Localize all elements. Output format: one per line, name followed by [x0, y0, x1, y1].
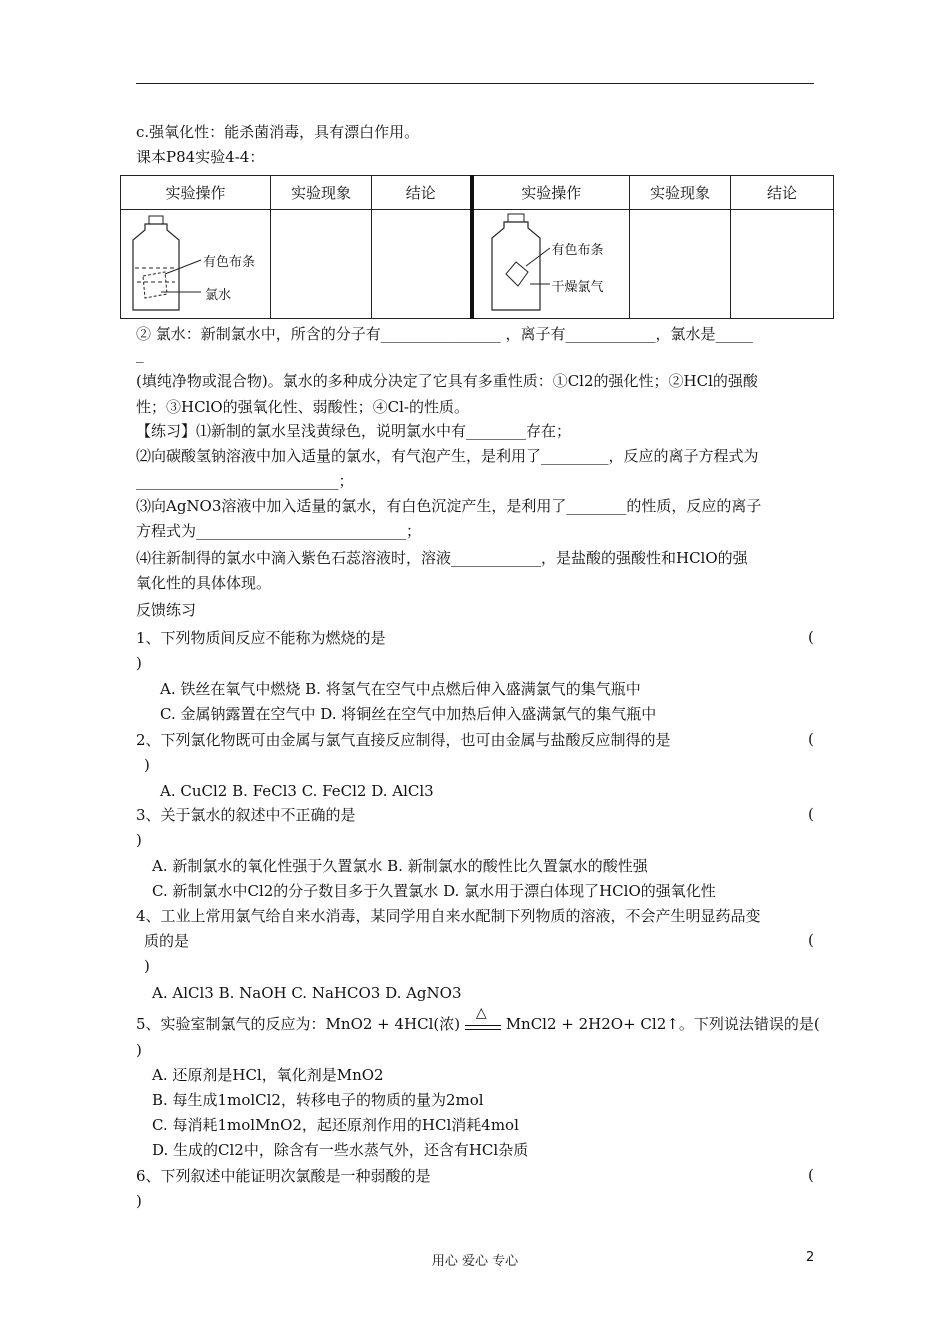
q5-paren-close: ): [136, 1041, 142, 1059]
q2-paren-close: ): [144, 756, 150, 774]
q6-paren-close: ): [136, 1192, 142, 1210]
line-chlorine-water-2: (填纯净物或混合物)。氯水的多种成分决定了它具有多重性质：①Cl2的强化性；②HCl的强酸: [136, 372, 758, 390]
q3-options-ab: A. 新制氯水的氧化性强于久置氯水 B. 新制氯水的酸性比久置氯水的酸性强: [152, 857, 648, 875]
q1-options-cd: C. 金属钠露置在空气中 D. 将铜丝在空气中加热后伸入盛满氯气的集气瓶中: [160, 705, 657, 723]
bottle-dry-chlorine-diagram: [474, 210, 632, 318]
line-practice-4b: 氧化性的具体体现。: [136, 574, 272, 592]
line-textbook: 课本P84实验4-4：: [136, 148, 265, 166]
q6-paren-open: (: [808, 1166, 814, 1184]
q3-options-cd: C. 新制氯水中Cl2的分子数目多于久置氯水 D. 氯水用于漂白体现了HClO的强氧化性: [152, 882, 716, 900]
th-conclusion-1: 结论: [372, 176, 472, 210]
line-practice-2b: ___________________________；: [136, 472, 354, 490]
label-colored-cloth-1: 有色布条: [203, 255, 256, 270]
q3-paren-open: (: [808, 805, 814, 823]
q4-options: A. AlCl3 B. NaOH C. NaHCO3 D. AgNO3: [152, 984, 462, 1002]
q4-stem-a: 4、工业上常用氯气给自来水消毒，某同学用自来水配制下列物质的溶液，不会产生明显药品变: [136, 907, 761, 925]
cell-phenomenon-2: [630, 210, 731, 319]
q2-paren-open: (: [808, 730, 814, 748]
label-chlorine-water: 氯水: [205, 288, 232, 303]
q4-paren-open: (: [808, 931, 814, 949]
feedback-heading: 反馈练习: [136, 601, 197, 619]
th-operation-1: 实验操作: [121, 176, 271, 210]
q2-stem: 2、下列氯化物既可由金属与氯气直接反应制得，也可由金属与盐酸反应制得的是: [136, 731, 671, 749]
heat-triangle-icon: △: [475, 1005, 487, 1021]
q1-stem: 1、下列物质间反应不能称为燃烧的是: [136, 629, 386, 647]
cell-phenomenon-1: [271, 210, 372, 319]
line-chlorine-water-3: 性；③HClO的强氧化性、弱酸性；④Cl-的性质。: [136, 398, 469, 416]
line-practice-2a: ⑵向碳酸氢钠溶液中加入适量的氯水，有气泡产生，是利用了_________，反应的离子方程式为: [136, 447, 759, 465]
q5-stem: [136, 1005, 820, 1035]
q5-option-b: B. 每生成1molCl2，转移电子的物质的量为2mol: [152, 1091, 484, 1109]
q5-option-a: A. 还原剂是HCl，氧化剂是MnO2: [152, 1066, 384, 1084]
q5-equation-left: 5、实验室制氯气的反应为：MnO2 + 4HCl(浓): [136, 1015, 461, 1033]
q3-paren-close: ): [136, 831, 142, 849]
cell-conclusion-1: [372, 210, 472, 319]
fig-cell-chlorine-water: [121, 210, 271, 319]
line-chlorine-water-1b: _: [136, 345, 144, 363]
q5-option-d: D. 生成的Cl2中，除含有一些水蒸气外，还含有HCl杂质: [152, 1141, 529, 1159]
q4-paren-close: ): [144, 957, 150, 975]
q5-heat-equals: [465, 1005, 501, 1035]
line-practice-4a: ⑷往新制得的氯水中滴入紫色石蕊溶液时，溶液____________，是盐酸的强酸性和HClO的强: [136, 549, 748, 567]
page-number: 2: [806, 1250, 815, 1265]
th-operation-2: 实验操作: [472, 176, 630, 210]
q2-options: A. CuCl2 B. FeCl3 C. FeCl2 D. AlCl3: [160, 782, 434, 800]
fig-cell-dry-chlorine: [472, 210, 630, 319]
th-phenomenon-2: 实验现象: [630, 176, 731, 210]
line-oxidizing: c.强氧化性：能杀菌消毒，具有漂白作用。: [136, 123, 420, 141]
label-colored-cloth-2: 有色布条: [551, 243, 604, 258]
footer-motto: 用心 爱心 专心: [431, 1254, 519, 1269]
line-chlorine-water-1: ② 氯水：新制氯水中，所含的分子有________________ ，离子有____________，氯水是_____: [136, 325, 754, 343]
q6-stem: 6、下列叙述中能证明次氯酸是一种弱酸的是: [136, 1167, 431, 1185]
q3-stem: 3、关于氯水的叙述中不正确的是: [136, 806, 356, 824]
q5-equation-right: MnCl2 + 2H2O+ Cl2↑。下列说法错误的是(: [505, 1015, 820, 1033]
experiment-table: [120, 175, 834, 319]
line-practice-3a: ⑶向AgNO3溶液中加入适量的氯水，有白色沉淀产生，是利用了________的性质，反应的离子: [136, 497, 762, 515]
line-practice-1: 【练习】⑴新制的氯水呈浅黄绿色，说明氯水中有________存在；: [136, 422, 572, 440]
q5-option-c: C. 每消耗1molMnO2，起还原剂作用的HCl消耗4mol: [152, 1116, 519, 1134]
header-rule: [136, 83, 814, 84]
cell-conclusion-2: [731, 210, 834, 319]
th-conclusion-2: 结论: [731, 176, 834, 210]
line-practice-3b: 方程式为____________________________；: [136, 522, 422, 540]
q1-paren-open: (: [808, 628, 814, 646]
q1-options-ab: A. 铁丝在氧气中燃烧 B. 将氢气在空气中点燃后伸入盛满氯气的集气瓶中: [160, 680, 641, 698]
label-dry-chlorine: 干燥氯气: [551, 280, 604, 295]
th-phenomenon-1: 实验现象: [271, 176, 372, 210]
q4-stem-b: 质的是: [144, 932, 190, 950]
q1-paren-close: ): [136, 654, 142, 672]
